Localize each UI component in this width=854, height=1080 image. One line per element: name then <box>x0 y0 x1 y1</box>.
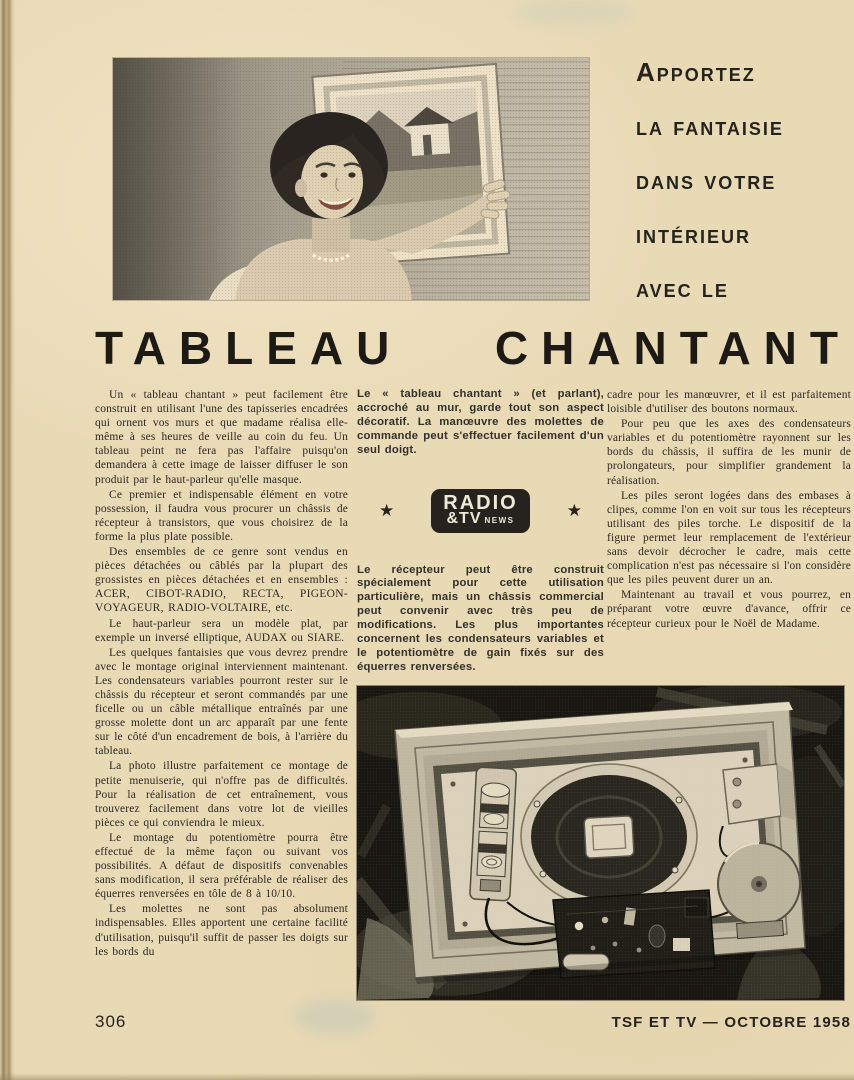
page-title-word1: TABLEAU <box>95 322 403 374</box>
logo-amp-tv: &TV <box>446 510 482 528</box>
article-paragraph: Les quelques fantaisies que vous devrez prendre avec le montage original interviennent maintenant. Les condensateurs variables pourront rester sur le châssis du récepteur et seront commandés par une ficelle ou un câble métallique entraînés par une grosse molette dont un arc apparaît par une fente sur le côté d'un encadrement de bois, à l'arrière du tableau. <box>95 646 348 758</box>
article-paragraph: Le haut-parleur sera un modèle plat, par exemple un inversé elliptique, AUDAX ou SIARE. <box>95 617 348 644</box>
article-paragraph: Les piles seront logées dans des embases à clipes, comme l'on en voit sur tous les récepteurs utilisant des piles torche. Le dispositif de la figure permet leur remplacement de l'extérieur sans devoir décrocher le cadre, mais cette complication n'est pas nécessaire si l'on considère que les piles peuvent durer un an. <box>607 489 851 587</box>
page-title-word2: CHANTANT <box>494 322 851 374</box>
page-number: 306 <box>95 1012 127 1031</box>
article-column-1 <box>95 388 348 960</box>
kicker-line: Apportez <box>636 57 756 87</box>
article-paragraph: Un « tableau chantant » peut facilement être construit en utilisant l'une des tapisseries encadrées qui ornent vos murs et que madame réalisa elle-même à ses heures de veille au coin du feu. Un tableau peint ne fera pas l'affaire puisqu'on demandera à cette image de laisser diffuser le son produit par le haut-parleur qu'elle masque. <box>95 389 348 486</box>
kicker-line: la fantaisie <box>636 111 784 141</box>
photo-caption-top: Le « tableau chantant » (et parlant), accroché au mur, garde tout son aspect décoratif. La manœuvre des molettes de commande peut s'effectuer facilement d'un seul doigt. <box>357 388 604 456</box>
photo-caption-bottom: Le récepteur peut être construit spécialement pour cette utilisation particulière, mais un châssis commercial peut convenir avec très peu de modifications. Les plus importantes concernent les condensateurs variables et le potentiomètre de gain fixés sur des équerres renversées. <box>357 563 604 673</box>
article-paragraph: Ce premier et indispensable élément en votre possession, il faudra vous procurer un châssis de récepteur à transistors, que vous choisirez de la forme la plus plate possible. <box>95 488 348 543</box>
kicker-line: avec le <box>636 273 729 303</box>
chassis-photo-illustration <box>357 686 844 1000</box>
magazine-logo-row <box>357 488 604 534</box>
kicker-headline <box>636 58 851 328</box>
article-column-3 <box>607 388 851 632</box>
page-edge-left <box>0 0 15 1080</box>
article-paragraph: Maintenant au travail et vous pourrez, en préparant votre œuvre d'avance, offrir ce récepteur curieux pour le Noël de Madame. <box>607 589 851 630</box>
article-column-2 <box>357 388 604 675</box>
radio-tv-news-logo <box>431 489 530 533</box>
article-paragraph: La photo illustre parfaitement ce montage de petite menuiserie, qui n'offre pas de difficultés. Pour la réalisation de cet entraînement, vous trouverez facilement dans votre lot de vieilles pièces ce qui conviendra le mieux. <box>95 760 348 829</box>
star-icon: ★ <box>379 501 395 521</box>
journal-footer-line: TSF ET TV — OCTOBRE 1958 <box>611 1014 851 1031</box>
page-edge-bottom <box>0 1073 854 1080</box>
star-icon: ★ <box>566 501 582 521</box>
logo-text-tv-news <box>447 512 515 528</box>
chassis-photo <box>357 686 844 1000</box>
kicker-line: intérieur <box>636 219 752 249</box>
logo-text-radio: RADIO <box>443 492 518 515</box>
logo-news: NEWS <box>484 516 515 526</box>
article-paragraph: Pour peu que les axes des condensateurs variables et du potentiomètre rayonnent sur les bords du châssis, il suffira de les munir de prolongateurs, pour simplifier grandement la réalisation. <box>607 418 851 487</box>
article-paragraph: Le montage du potentiomètre pourra être effectué de la même façon ou suivant vos possibilités. A défaut de dispositifs convenables sans modification, il sera préférable de réaliser des équerres renversées en tôle de 8 à 10/10. <box>95 831 348 901</box>
page-footer <box>95 1012 851 1032</box>
paper-stain <box>515 0 635 26</box>
kicker-line: dans votre <box>636 165 777 195</box>
hero-photo-illustration <box>113 58 589 300</box>
article-paragraph: Des ensembles de ce genre sont vendus en pièces détachées ou câblés par la plupart des grossistes en pièces détachées et en ensembles : ACER, CIBOT-RADIO, RECTA, PIGEON-VOYAGEUR, RADIO-VOLTAIRE, etc. <box>95 546 348 615</box>
article-paragraph: Les molettes ne sont pas absolument indispensables. Elles apportent une certaine facilité d'utilisation, puisqu'il suffit de passer les doigts sur les bords du <box>95 903 348 958</box>
page-title <box>95 321 851 375</box>
article-paragraph: cadre pour les manœuvrer, et il est parfaitement loisible d'utiliser des boutons normaux. <box>607 389 851 416</box>
hero-photo-woman-with-frame <box>113 58 589 300</box>
